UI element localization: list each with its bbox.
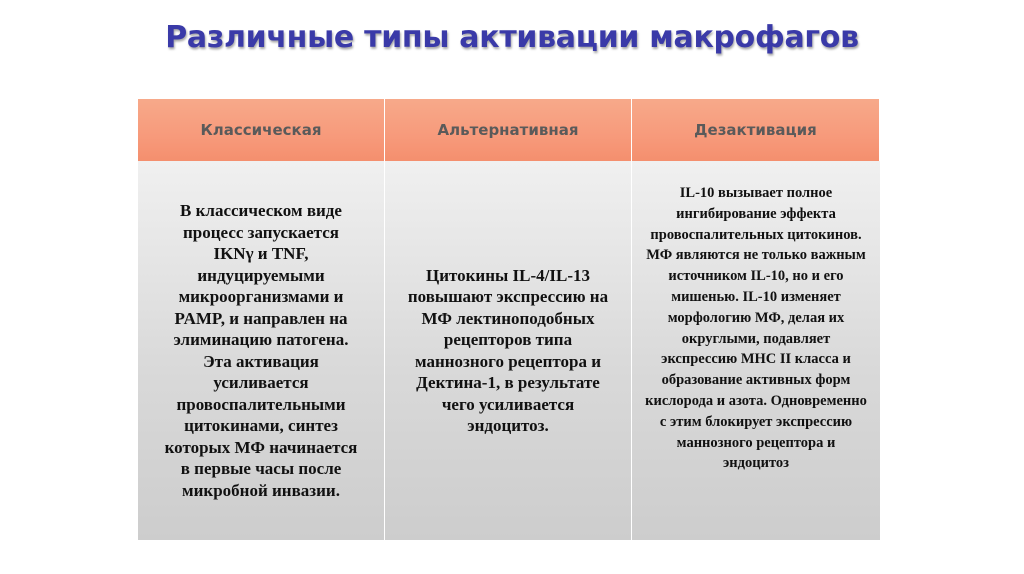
header-deactivation: Дезактивация [632,99,880,161]
cell-classical-text: В классическом виде процесс запускается IKNγ и TNF, индуцируемыми микроорганизмами и PAMP, и направлен на элиминацию патогена. Эта активация усиливается провоспалительными цитокинами, синтез которых МФ начинается в первые часы после микробной инвазии. [164,201,358,500]
cell-deactivation-text: IL-10 вызывает полное ингибирование эффекта провоспалительных цитокинов. МФ являются не только важным источником IL-10, но и его мишенью. IL-10 изменяет морфологию МФ, делая их округлыми, подавляет экспрессию MHC II класса и образование активных форм кислорода и азота. Одновременно с этим блокирует экспрессию маннозного рецептора и эндоцитоз [645,185,867,472]
header-classical: Классическая [138,99,385,161]
cell-classical [138,161,385,540]
cell-alternative [385,161,632,540]
activation-types-table [138,99,880,540]
cell-alternative-text: Цитокины IL-4/IL-13 повышают экспрессию на МФ лектиноподобных рецепторов типа маннозного рецептора и Дектина-1, в результате чего усиливается эндоцитоз. [407,265,609,435]
slide-title: Различные типы активации макрофагов [165,20,859,55]
header-alternative: Альтернативная [385,99,632,161]
cell-deactivation [632,161,880,540]
